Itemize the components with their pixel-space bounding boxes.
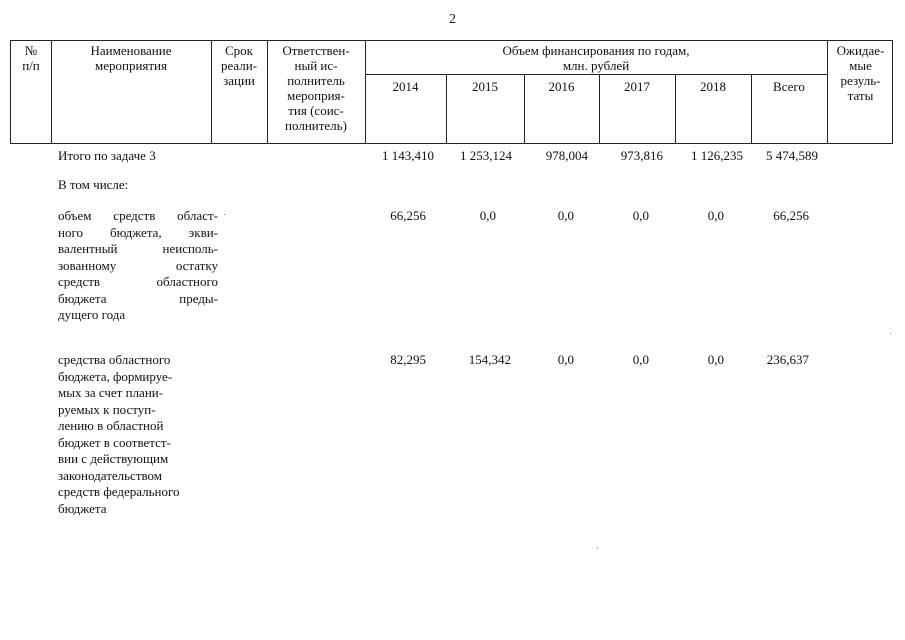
row-unused-balance-2017: 0,0 xyxy=(632,208,649,223)
row-total-label: Итого по задаче 3 xyxy=(58,148,156,163)
row-federal-funds-2018: 0,0 xyxy=(707,352,724,367)
header-year-2017: 2017 xyxy=(624,79,650,94)
row-federal-funds-label: средства областного бюджета, формируе- мых за счет плани- руемых к поступ- лению в областной бюджет в соответст- вии с действующим законодательством средств федерального бюджета xyxy=(58,352,180,516)
row-federal-funds-2014: 82,295 xyxy=(390,352,426,367)
scan-speck xyxy=(224,214,225,215)
row-total-all: 5 474,589 xyxy=(766,148,818,163)
row-unused-balance-2014: 66,256 xyxy=(390,208,426,223)
row-unused-balance-2015: 0,0 xyxy=(479,208,496,223)
row-unused-balance-total: 66,256 xyxy=(773,208,809,223)
row-federal-funds-total: 236,637 xyxy=(766,352,809,367)
header-year-2015: 2015 xyxy=(472,79,498,94)
header-year-2016: 2016 xyxy=(548,79,575,94)
row-including-label: В том числе: xyxy=(58,177,129,192)
header-year-2018: 2018 xyxy=(700,79,726,94)
page-number: 2 xyxy=(449,12,456,27)
header-results: Ожидае- мые резуль- таты xyxy=(836,43,885,103)
header-responsible: Ответствен- ный ис- полнитель мероприя- тия (соис- полнитель) xyxy=(282,43,350,133)
row-total-2015: 1 253,124 xyxy=(460,148,512,163)
header-total: Всего xyxy=(773,79,805,94)
row-federal-funds-2015: 154,342 xyxy=(468,352,511,367)
row-federal-funds-2017: 0,0 xyxy=(632,352,649,367)
scan-speck xyxy=(890,333,891,334)
row-total-2017: 973,816 xyxy=(620,148,663,163)
row-total-2018: 1 126,235 xyxy=(691,148,743,163)
header-no: № п/п xyxy=(22,43,40,73)
row-federal-funds-2016: 0,0 xyxy=(557,352,574,367)
table-header xyxy=(10,40,893,144)
header-year-2014: 2014 xyxy=(392,79,419,94)
header-event-name: Наименование мероприятия xyxy=(90,43,172,73)
scan-speck xyxy=(597,547,598,548)
row-total-2014: 1 143,410 xyxy=(382,148,434,163)
row-unused-balance-label: объем средств област- ного бюджета, экви- валентный неисполь- зованному остатку средств областного бюджета преды- дущего года xyxy=(58,208,218,322)
row-unused-balance-2018: 0,0 xyxy=(707,208,724,223)
header-term: Срок реали- зации xyxy=(220,43,258,88)
row-unused-balance-2016: 0,0 xyxy=(557,208,574,223)
row-total-2016: 978,004 xyxy=(545,148,588,163)
header-financing: Объем финансирования по годам, млн. рублей xyxy=(502,43,690,73)
